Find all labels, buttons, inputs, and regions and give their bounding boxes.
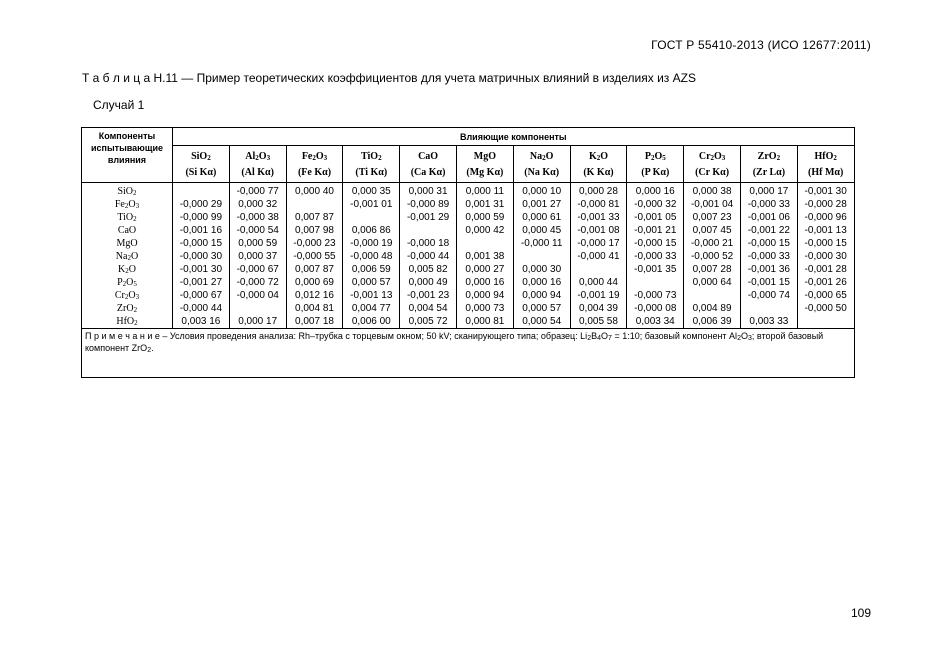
table-cell: -0,000 21 [684,237,741,250]
table-cell: 0,003 16 [173,315,230,329]
table-cell: 0,001 38 [456,250,513,263]
table-cell: -0,000 29 [173,198,230,211]
column-line: (K Kα) [570,162,627,183]
table-cell: -0,001 16 [173,224,230,237]
table-cell: -0,000 74 [740,289,797,302]
table-cell: 0,004 54 [400,302,457,315]
table-cell: -0,000 23 [286,237,343,250]
table-cell [627,276,684,289]
table-cell [513,250,570,263]
table-cell: 0,012 16 [286,289,343,302]
column-line: (Fe Kα) [286,162,343,183]
table-cell: 0,000 49 [400,276,457,289]
row-label: CaO [82,224,173,237]
table-cell: 0,000 94 [513,289,570,302]
table-cell: -0,000 52 [684,250,741,263]
table-cell: -0,001 36 [740,263,797,276]
column-line: (Si Kα) [173,162,230,183]
table-cell: 0,000 59 [456,211,513,224]
column-header: $P_2O_5$ [627,146,684,163]
table-row [82,224,855,237]
table-cell: 0,000 30 [513,263,570,276]
table-cell: -0,000 15 [797,237,854,250]
row-label: HfO$_2$ [82,315,173,329]
row-label: $P_2O_5$ [82,276,173,289]
table-cell: 0,000 31 [400,183,457,199]
table-cell [343,211,400,224]
table-cell: 0,007 87 [286,211,343,224]
table-row [82,276,855,289]
table-cell: -0,000 33 [740,250,797,263]
table-cell: -0,000 96 [797,211,854,224]
table-cell: -0,000 15 [627,237,684,250]
column-header: $Cr_2O_3$ [684,146,741,163]
table-cell: -0,000 89 [400,198,457,211]
table-row [82,237,855,250]
column-header: MgO [456,146,513,163]
table-cell: 0,006 59 [343,263,400,276]
table-cell: -0,000 04 [229,289,286,302]
table-cell: -0,000 33 [740,198,797,211]
column-line: (Cr Kα) [684,162,741,183]
table-cell: 0,000 54 [513,315,570,329]
table-cell: 0,007 28 [684,263,741,276]
table-cell: 0,006 00 [343,315,400,329]
table-cell [684,289,741,302]
table-cell: -0,001 27 [173,276,230,289]
column-line: (Hf Mα) [797,162,854,183]
row-label: $Na_2O$ [82,250,173,263]
table-cell: -0,001 08 [570,224,627,237]
table-note: П р и м е ч а н и е – Условия проведения анализа: Rh–трубка с торцевым окном; 50 kV; сканирующего типа; образец: $Li_2B_4O_7$ = 1:10; базовый компонент $Al_2O_3$; второй базовый компонент ZrO$_2$. [82,329,855,378]
row-label: $K_2O$ [82,263,173,276]
case-label: Случай 1 [93,98,145,112]
table-cell: -0,000 30 [797,250,854,263]
table-cell: 0,003 34 [627,315,684,329]
table-cell: 0,000 11 [456,183,513,199]
page-number: 109 [850,606,871,620]
table-cell: 0,007 45 [684,224,741,237]
table-cell: 0,006 39 [684,315,741,329]
table-cell: 0,000 45 [513,224,570,237]
table-cell: 0,000 35 [343,183,400,199]
column-line: (Zr Lα) [740,162,797,183]
table-cell: 0,000 73 [456,302,513,315]
table-cell: 0,000 64 [684,276,741,289]
table-cell: -0,001 30 [797,183,854,199]
table-cell: 0,000 57 [343,276,400,289]
table-cell: -0,000 48 [343,250,400,263]
table-row [82,211,855,224]
table-cell: 0,003 33 [740,315,797,329]
table-cell: 0,000 81 [456,315,513,329]
column-header: $Na_2O$ [513,146,570,163]
table-cell: -0,000 72 [229,276,286,289]
column-header: SiO$_2$ [173,146,230,163]
table-cell: 0,005 58 [570,315,627,329]
table-cell: -0,000 54 [229,224,286,237]
table-cell: -0,000 11 [513,237,570,250]
table-cell: 0,005 82 [400,263,457,276]
column-header: $Al_2O_3$ [229,146,286,163]
row-label: TiO$_2$ [82,211,173,224]
table-cell: 0,007 87 [286,263,343,276]
table-cell: 0,000 94 [456,289,513,302]
table-cell: -0,001 21 [627,224,684,237]
table-cell: -0,001 23 [400,289,457,302]
table-cell: -0,000 67 [173,289,230,302]
table-cell: -0,000 38 [229,211,286,224]
table-cell [400,224,457,237]
table-cell: -0,000 17 [570,237,627,250]
table-cell: 0,000 27 [456,263,513,276]
table-cell: 0,000 16 [513,276,570,289]
table-cell: -0,001 05 [627,211,684,224]
table-row [82,315,855,329]
table-cell: -0,001 01 [343,198,400,211]
table-row [82,263,855,276]
column-line: (Na Kα) [513,162,570,183]
table-cell: -0,001 19 [570,289,627,302]
table-cell: -0,000 32 [627,198,684,211]
table-cell [173,183,230,199]
table-cell: -0,000 67 [229,263,286,276]
table-cell: -0,001 30 [173,263,230,276]
column-header: TiO$_2$ [343,146,400,163]
table-cell: -0,000 15 [173,237,230,250]
table-cell: 0,000 10 [513,183,570,199]
table-cell [740,302,797,315]
table-cell: 0,001 31 [456,198,513,211]
row-label: $Fe_2O_3$ [82,198,173,211]
column-header: CaO [400,146,457,163]
table-cell [570,263,627,276]
table-cell: -0,001 13 [797,224,854,237]
table-row [82,250,855,263]
coefficients-table [81,127,855,378]
table-cell: -0,001 35 [627,263,684,276]
table-cell: -0,001 33 [570,211,627,224]
table-cell: 0,000 37 [229,250,286,263]
table-cell: -0,000 41 [570,250,627,263]
table-cell: 0,000 16 [627,183,684,199]
row-label: SiO$_2$ [82,183,173,199]
row-label: ZrO$_2$ [82,302,173,315]
table-cell: -0,000 19 [343,237,400,250]
table-cell: 0,000 44 [570,276,627,289]
table-cell: 0,000 42 [456,224,513,237]
table-cell: -0,001 28 [797,263,854,276]
row-label: MgO [82,237,173,250]
table-cell: -0,001 06 [740,211,797,224]
table-cell: -0,000 81 [570,198,627,211]
table-row [82,198,855,211]
column-header: ZrO$_2$ [740,146,797,163]
table-cell: 0,000 40 [286,183,343,199]
table-row [82,302,855,315]
column-line: (P Kα) [627,162,684,183]
table-cell: 0,000 38 [684,183,741,199]
row-label: $Cr_2O_3$ [82,289,173,302]
column-header: HfO$_2$ [797,146,854,163]
table-cell: 0,007 23 [684,211,741,224]
table-cell: 0,007 98 [286,224,343,237]
table-cell: -0,001 22 [740,224,797,237]
table-cell: -0,001 13 [343,289,400,302]
table-cell: 0,000 17 [740,183,797,199]
column-line: (Al Kα) [229,162,286,183]
table-cell: -0,000 30 [173,250,230,263]
table-cell [286,198,343,211]
table-cell: 0,004 89 [684,302,741,315]
table-cell: -0,000 33 [627,250,684,263]
table-cell [456,237,513,250]
table-cell: -0,001 04 [684,198,741,211]
table-cell: -0,000 44 [400,250,457,263]
table-cell: 0,000 17 [229,315,286,329]
table-cell [797,315,854,329]
table-cell: 0,007 18 [286,315,343,329]
table-cell: 0,006 86 [343,224,400,237]
document-header: ГОСТ Р 55410-2013 (ИСО 12677:2011) [651,38,871,52]
table-cell: -0,000 08 [627,302,684,315]
table-cell: 0,000 59 [229,237,286,250]
table-cell: 0,000 32 [229,198,286,211]
table-cell: -0,000 44 [173,302,230,315]
column-header: $K_2O$ [570,146,627,163]
table-cell: 0,004 39 [570,302,627,315]
table-cell: 0,005 72 [400,315,457,329]
table-cell: 0,004 77 [343,302,400,315]
group-header: Влияющие компоненты [173,128,855,146]
table-cell: 0,004 81 [286,302,343,315]
table-cell: 0,000 28 [570,183,627,199]
table-cell [229,302,286,315]
table-cell: 0,001 27 [513,198,570,211]
table-cell: -0,000 77 [229,183,286,199]
table-cell: 0,000 61 [513,211,570,224]
table-cell: -0,000 99 [173,211,230,224]
table-cell: 0,000 69 [286,276,343,289]
table-cell: -0,000 55 [286,250,343,263]
table-row [82,183,855,199]
table-cell: -0,001 26 [797,276,854,289]
table-cell: 0,000 16 [456,276,513,289]
corner-header: Компоненты испытывающие влияния [82,128,173,183]
column-header: $Fe_2O_3$ [286,146,343,163]
column-line: (Ca Kα) [400,162,457,183]
table-cell: -0,000 65 [797,289,854,302]
table-cell: -0,001 15 [740,276,797,289]
table-row [82,289,855,302]
column-line: (Ti Kα) [343,162,400,183]
table-cell: -0,000 15 [740,237,797,250]
table-cell: -0,000 18 [400,237,457,250]
table-cell: -0,000 73 [627,289,684,302]
table-caption: Т а б л и ц а Н.11 — Пример теоретических коэффициентов для учета матричных влияний в изделиях из AZS [82,71,696,85]
table-cell: 0,000 57 [513,302,570,315]
table-cell: -0,000 28 [797,198,854,211]
table-cell: -0,001 29 [400,211,457,224]
column-line: (Mg Kα) [456,162,513,183]
table-cell: -0,000 50 [797,302,854,315]
